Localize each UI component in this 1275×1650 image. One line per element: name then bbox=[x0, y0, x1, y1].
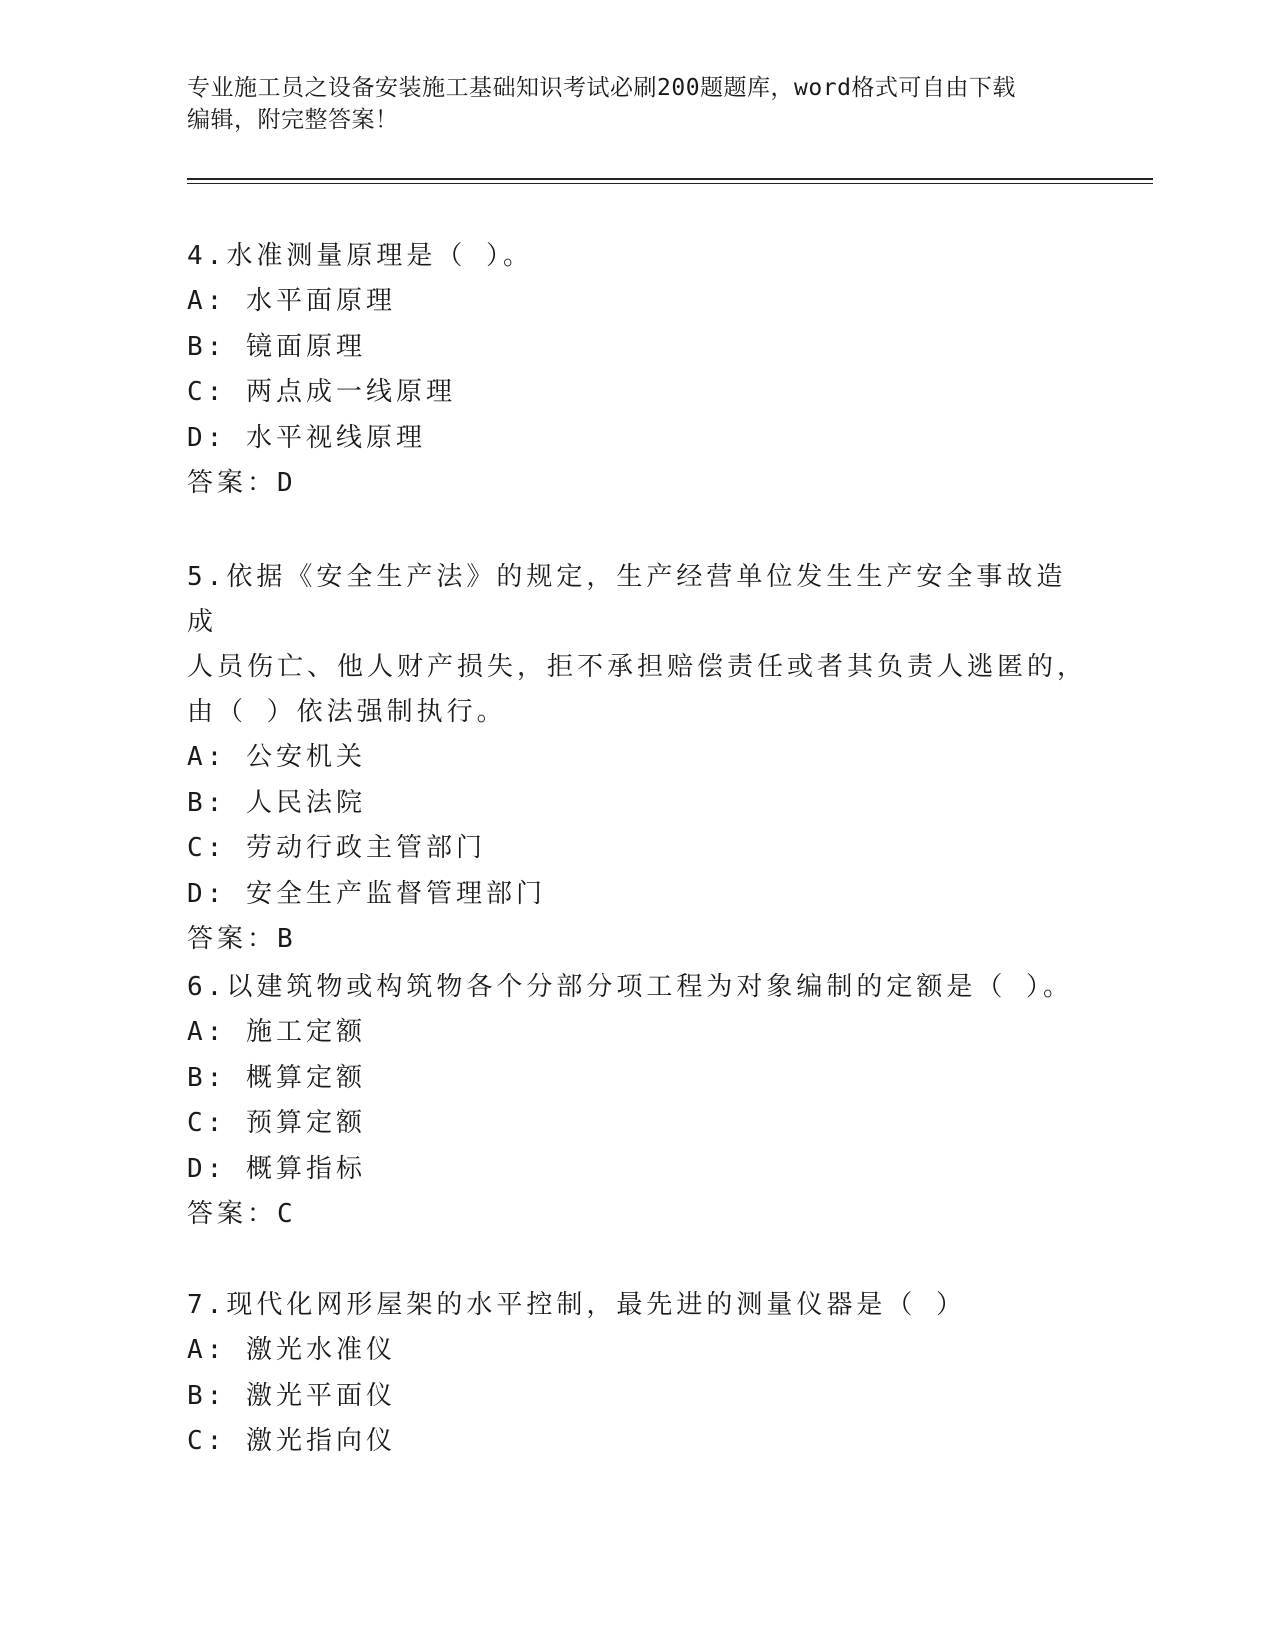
option-a bbox=[187, 279, 1087, 325]
option-text: 概算定额 bbox=[245, 1062, 366, 1093]
option-c bbox=[187, 1101, 1087, 1147]
question-text: 水准测量原理是（ ）。 bbox=[226, 241, 533, 271]
answer-value: D bbox=[277, 468, 294, 498]
header-line-1: 专业施工员之设备安装施工基础知识考试必刷200题题库，word格式可自由下载 bbox=[187, 75, 1016, 101]
answer-value: B bbox=[277, 924, 294, 954]
answer-label: 答案： bbox=[187, 468, 278, 498]
question-text: 依据《安全生产法》的规定，生产经营单位发生生产安全事故造成 bbox=[187, 562, 1067, 637]
option-b bbox=[187, 1374, 1087, 1420]
option-text: 两点成一线原理 bbox=[245, 377, 456, 407]
question-stem bbox=[187, 965, 1087, 1010]
option-text: 镜面原理 bbox=[245, 331, 366, 362]
option-letter: B: bbox=[187, 1062, 227, 1093]
option-letter: C: bbox=[187, 1426, 227, 1456]
question-7 bbox=[187, 1283, 1087, 1465]
question-5 bbox=[187, 555, 1087, 962]
option-letter: C: bbox=[187, 377, 227, 407]
question-4 bbox=[187, 234, 1087, 506]
option-letter: A: bbox=[187, 286, 227, 316]
option-letter: D: bbox=[187, 422, 227, 453]
answer-label: 答案： bbox=[187, 1199, 278, 1229]
option-a bbox=[187, 1328, 1087, 1374]
option-d bbox=[187, 1147, 1087, 1193]
option-b bbox=[187, 1056, 1087, 1102]
option-text: 激光平面仪 bbox=[245, 1380, 396, 1411]
question-stem-line-2: 人员伤亡、他人财产损失，拒不承担赔偿责任或者其负责人逃匿的， bbox=[187, 652, 1088, 682]
option-text: 水平视线原理 bbox=[245, 422, 426, 453]
option-a bbox=[187, 1010, 1087, 1056]
answer-line bbox=[187, 461, 1087, 506]
question-stem bbox=[187, 234, 1087, 279]
option-letter: C: bbox=[187, 833, 227, 863]
header-divider bbox=[187, 178, 1153, 184]
option-text: 人民法院 bbox=[245, 787, 366, 818]
option-letter: D: bbox=[187, 1153, 227, 1184]
option-b bbox=[187, 781, 1087, 827]
option-text: 预算定额 bbox=[245, 1108, 366, 1138]
question-number: 7. bbox=[187, 1290, 227, 1320]
question-6 bbox=[187, 965, 1087, 1237]
option-letter: B: bbox=[187, 1380, 227, 1411]
option-letter: C: bbox=[187, 1108, 227, 1138]
option-text: 安全生产监督管理部门 bbox=[245, 878, 546, 909]
question-text: 现代化网形屋架的水平控制，最先进的测量仪器是（ ） bbox=[226, 1290, 966, 1320]
option-c bbox=[187, 826, 1087, 872]
answer-label: 答案： bbox=[187, 924, 278, 954]
option-text: 劳动行政主管部门 bbox=[245, 833, 486, 863]
question-stem bbox=[187, 555, 1087, 645]
question-text: 以建筑物或构筑物各个分部分项工程为对象编制的定额是（ ）。 bbox=[226, 972, 1073, 1002]
option-c bbox=[187, 370, 1087, 416]
answer-line bbox=[187, 917, 1087, 962]
option-c bbox=[187, 1419, 1087, 1465]
document-header bbox=[187, 72, 1077, 136]
option-text: 激光水准仪 bbox=[245, 1335, 396, 1365]
option-a bbox=[187, 735, 1087, 781]
option-letter: A: bbox=[187, 742, 227, 772]
question-number: 5. bbox=[187, 562, 227, 592]
option-d bbox=[187, 416, 1087, 462]
option-letter: A: bbox=[187, 1335, 227, 1365]
answer-value: C bbox=[277, 1199, 294, 1229]
option-text: 施工定额 bbox=[245, 1017, 366, 1047]
option-letter: B: bbox=[187, 787, 227, 818]
question-number: 6. bbox=[187, 972, 227, 1002]
option-letter: A: bbox=[187, 1017, 227, 1047]
option-letter: D: bbox=[187, 878, 227, 909]
question-stem-line-3: 由（ ）依法强制执行。 bbox=[187, 697, 507, 727]
option-letter: B: bbox=[187, 331, 227, 362]
option-d bbox=[187, 872, 1087, 918]
option-b bbox=[187, 325, 1087, 371]
header-line-2: 编辑，附完整答案！ bbox=[187, 107, 399, 133]
option-text: 激光指向仪 bbox=[245, 1426, 396, 1456]
question-stem bbox=[187, 1283, 1087, 1328]
answer-line bbox=[187, 1192, 1087, 1237]
question-number: 4. bbox=[187, 241, 227, 271]
option-text: 公安机关 bbox=[245, 742, 366, 772]
option-text: 概算指标 bbox=[245, 1153, 366, 1184]
option-text: 水平面原理 bbox=[245, 286, 396, 316]
